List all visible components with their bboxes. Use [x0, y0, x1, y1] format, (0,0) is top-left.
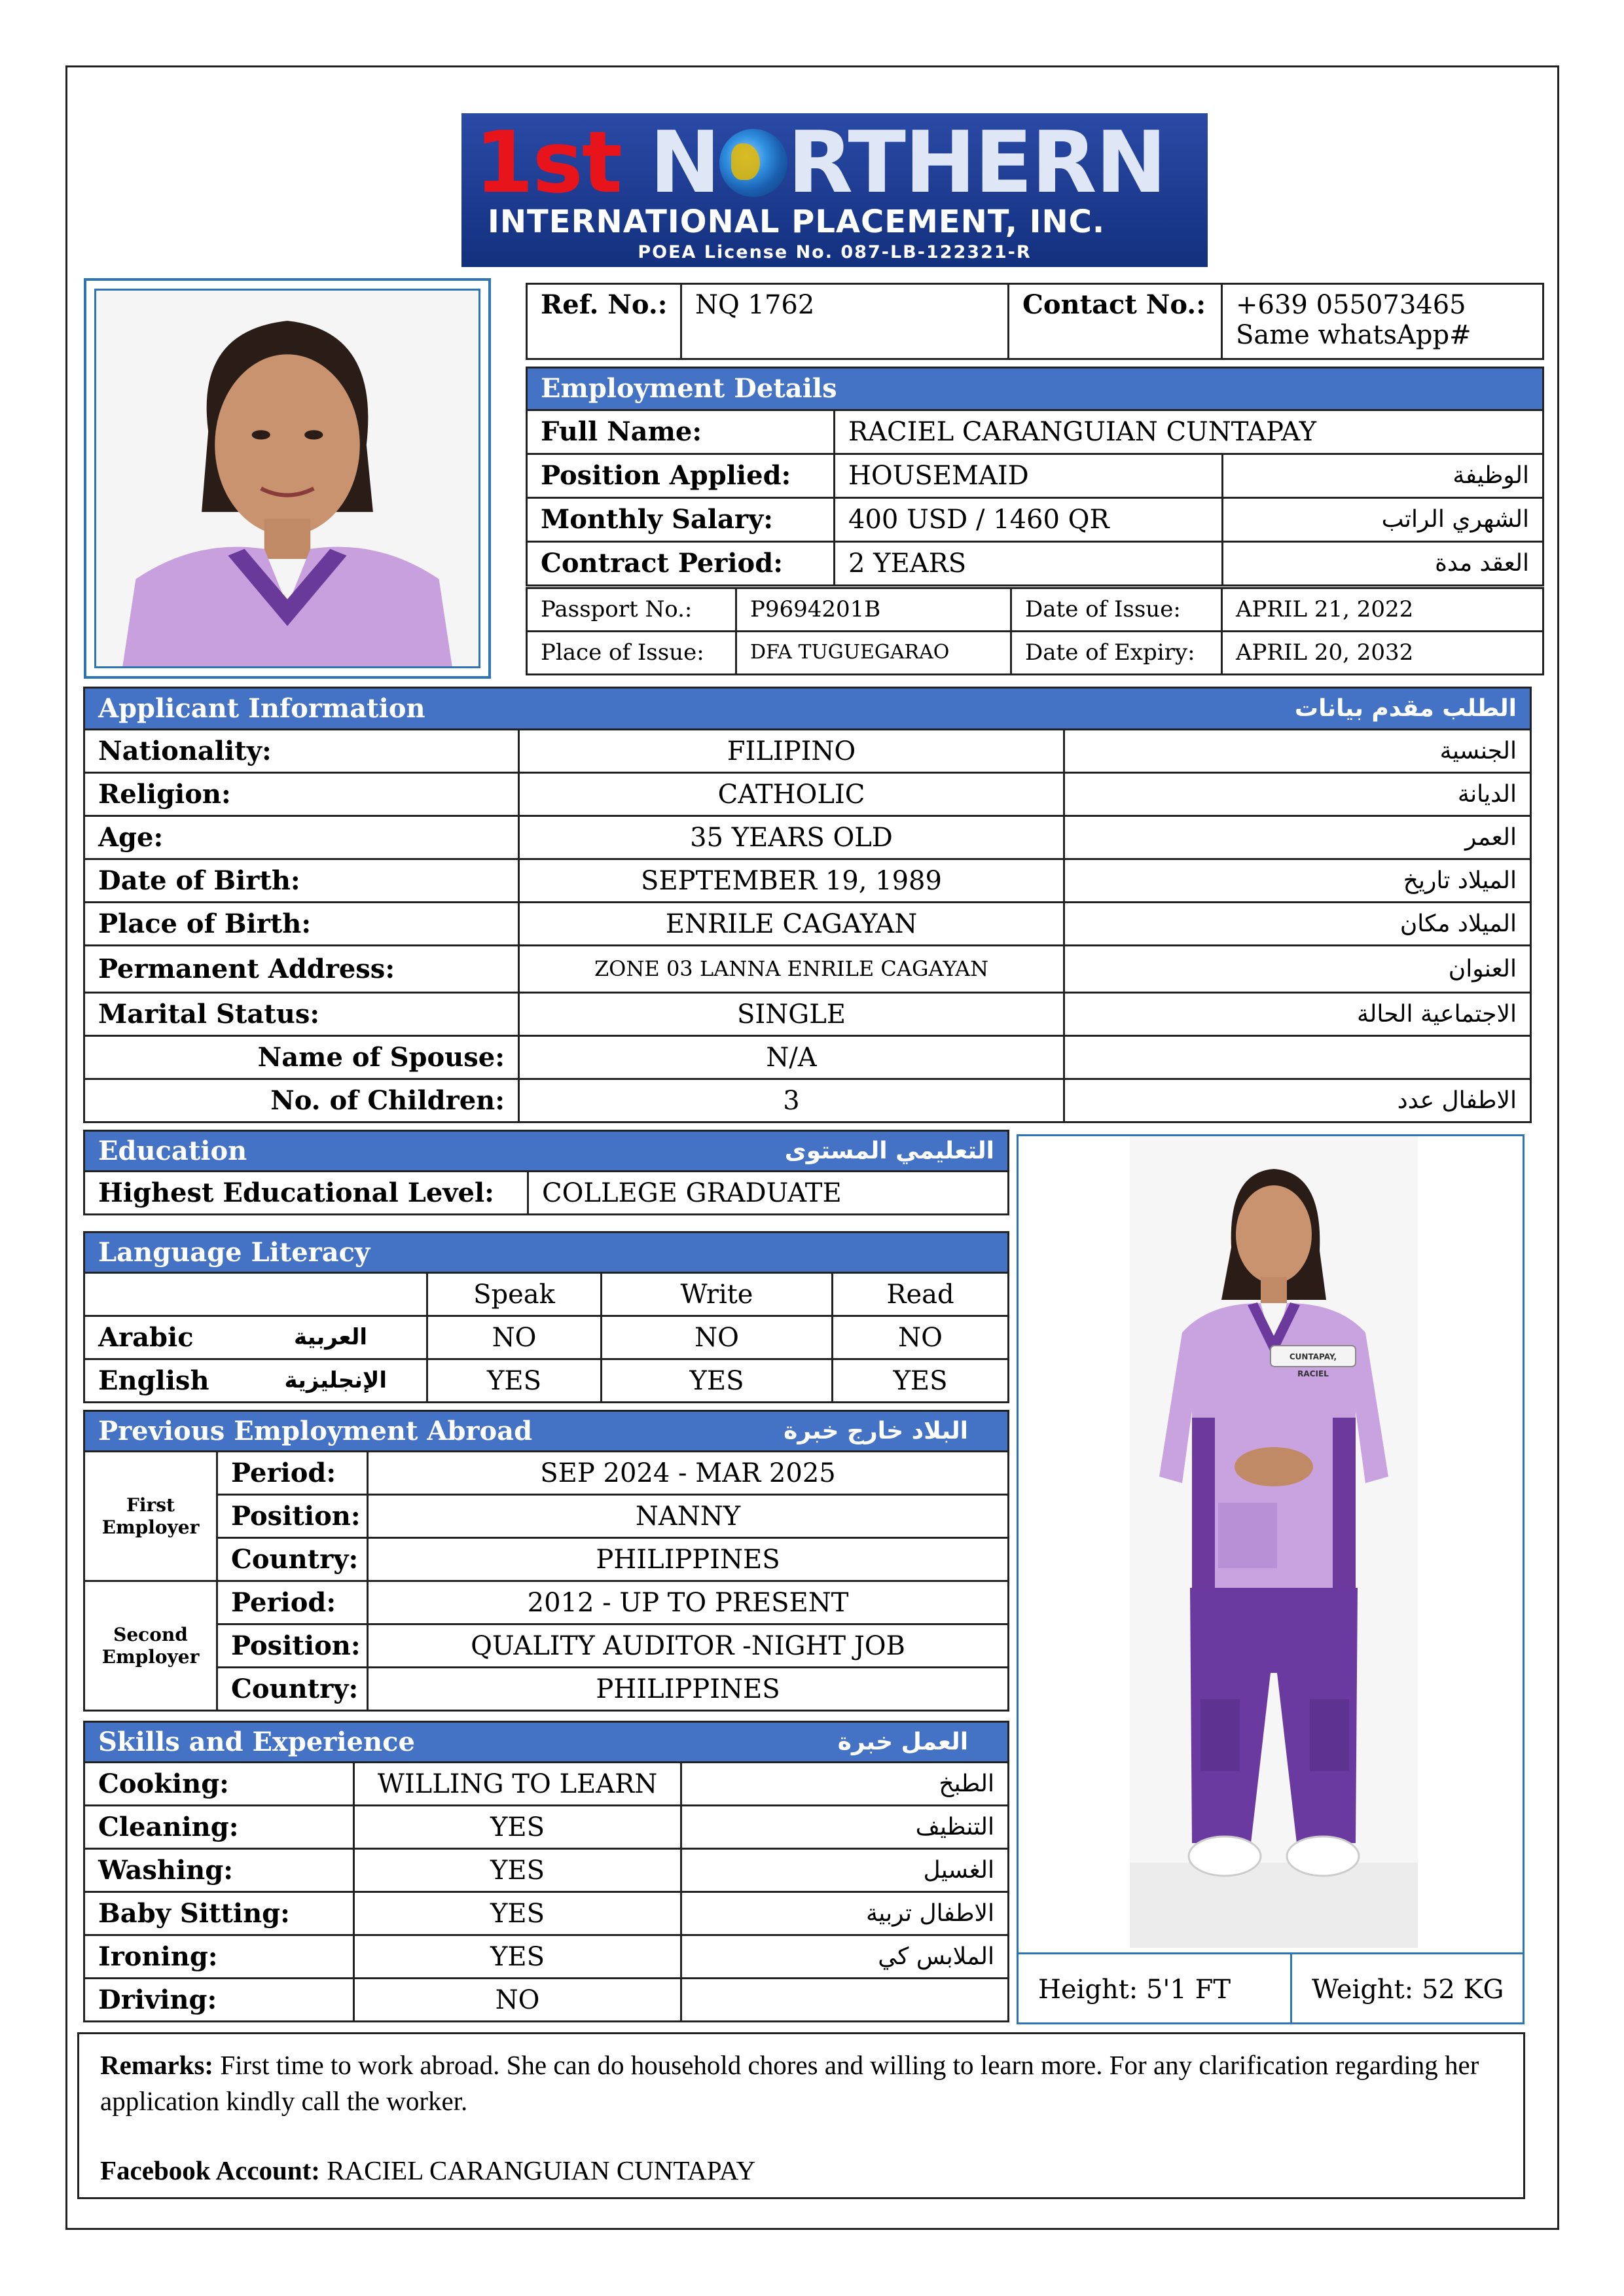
language-name: English: [98, 1365, 209, 1396]
skill-value: YES: [354, 1849, 681, 1892]
height-value: Height: 5'1 FT: [1019, 1954, 1292, 2024]
remarks-text: First time to work abroad. She can do household chores and willing to learn more. For any clarification regarding her application kindly call the worker.: [100, 2050, 1479, 2117]
language-value: YES: [602, 1359, 833, 1403]
education-table: [83, 1130, 1009, 1215]
applicant-label: Date of Birth:: [84, 859, 519, 903]
employer-field-label: Position:: [217, 1624, 368, 1668]
skill-value: NO: [354, 1979, 681, 2022]
skill-value: YES: [354, 1806, 681, 1849]
employment-details-table: [526, 367, 1544, 586]
reference-table: [526, 283, 1544, 360]
name-tag: CUNTAPAY, RACIEL: [1289, 1352, 1337, 1378]
skills-title-arabic: العمل خبرة: [837, 1728, 969, 1755]
language-value: NO: [427, 1316, 602, 1359]
skills-header: [84, 1722, 1009, 1763]
employment-label: Full Name:: [527, 410, 835, 454]
applicant-arabic: الاجتماعية الحالة: [1064, 993, 1531, 1036]
full-body-photo: [1130, 1136, 1418, 1948]
issue-place-label: Place of Issue:: [527, 632, 736, 675]
language-english-cell: [84, 1359, 427, 1403]
skill-label: Driving:: [84, 1979, 354, 2022]
weight-value: Weight: 52 KG: [1312, 1974, 1504, 2005]
applicant-label: Permanent Address:: [84, 946, 519, 993]
applicant-arabic: العمر: [1064, 816, 1531, 859]
employer-field-value: QUALITY AUDITOR -NIGHT JOB: [368, 1624, 1009, 1668]
full-body-photo-frame: [1017, 1134, 1525, 2024]
skill-arabic: الغسيل: [681, 1849, 1009, 1892]
logo-license-line: POEA License No. 087-LB-122321-R: [638, 242, 1032, 262]
skill-value: WILLING TO LEARN: [354, 1763, 681, 1806]
facebook-label: Facebook Account:: [100, 2155, 320, 2185]
headshot-photo-frame: [84, 278, 491, 679]
applicant-arabic: [1064, 1036, 1531, 1079]
language-literacy-table: [83, 1231, 1009, 1403]
education-header: [84, 1131, 1009, 1172]
contact-note: Same whatsApp#: [1236, 320, 1471, 350]
applicant-information-table: [83, 687, 1532, 1123]
language-corner-cell: [84, 1273, 427, 1316]
expiry-date-value: APRIL 20, 2032: [1222, 632, 1543, 675]
skill-arabic: الملابس كي: [681, 1935, 1009, 1979]
education-label: Highest Educational Level:: [84, 1172, 528, 1215]
education-title-arabic: التعليمي المستوى: [784, 1137, 994, 1164]
applicant-arabic: الميلاد مكان: [1064, 903, 1531, 946]
previous-employment-title: Previous Employment Abroad: [98, 1415, 533, 1446]
employment-arabic: الشهري الراتب: [1223, 498, 1543, 542]
skill-value: YES: [354, 1892, 681, 1935]
skill-label: Baby Sitting:: [84, 1892, 354, 1935]
first-employer-label: First Employer: [84, 1452, 217, 1581]
employment-label: Position Applied:: [527, 454, 835, 498]
skills-title: Skills and Experience: [98, 1726, 415, 1757]
applicant-title-arabic: الطلب مقدم بيانات: [1294, 694, 1517, 722]
employer-field-label: Period:: [217, 1581, 368, 1624]
employment-value: 2 YEARS: [835, 542, 1223, 586]
employment-details-header: Employment Details: [527, 368, 1543, 410]
language-arabic-cell: [84, 1316, 427, 1359]
skill-label: Cleaning:: [84, 1806, 354, 1849]
employment-arabic: الوظيفة: [1223, 454, 1543, 498]
contact-value: +639 055073465: [1236, 290, 1466, 320]
issue-date-label: Date of Issue:: [1011, 588, 1222, 632]
company-logo: [461, 113, 1208, 267]
applicant-value: SEPTEMBER 19, 1989: [519, 859, 1064, 903]
passport-no-value: P9694201B: [736, 588, 1011, 632]
logo-company-line: INTERNATIONAL PLACEMENT, INC.: [488, 204, 1106, 240]
language-header: Language Literacy: [84, 1232, 1009, 1273]
previous-employment-header: [84, 1411, 1009, 1452]
employment-value: 400 USD / 1460 QR: [835, 498, 1223, 542]
employer-field-value: PHILIPPINES: [368, 1538, 1009, 1581]
applicant-arabic: العنوان: [1064, 946, 1531, 993]
remarks-paragraph: [100, 2047, 1502, 2120]
skill-label: Cooking:: [84, 1763, 354, 1806]
language-col-read: Read: [833, 1273, 1009, 1316]
employer-field-label: Country:: [217, 1538, 368, 1581]
applicant-value: FILIPINO: [519, 730, 1064, 773]
previous-employment-table: [83, 1410, 1009, 1712]
applicant-label: Place of Birth:: [84, 903, 519, 946]
ref-value: NQ 1762: [681, 284, 1009, 359]
applicant-value: 35 YEARS OLD: [519, 816, 1064, 859]
skill-arabic: [681, 1979, 1009, 2022]
education-value: COLLEGE GRADUATE: [528, 1172, 1009, 1215]
skill-value: YES: [354, 1935, 681, 1979]
previous-employment-title-arabic: البلاد خارج خبرة: [784, 1417, 969, 1444]
applicant-arabic: الديانة: [1064, 773, 1531, 816]
passport-no-label: Passport No.:: [527, 588, 736, 632]
skills-table: [83, 1721, 1009, 2022]
second-employer-label: Second Employer: [84, 1581, 217, 1711]
employer-field-label: Period:: [217, 1452, 368, 1495]
applicant-label: Religion:: [84, 773, 519, 816]
facebook-value: RACIEL CARANGUIAN CUNTAPAY: [327, 2155, 756, 2185]
applicant-label: Nationality:: [84, 730, 519, 773]
skill-arabic: الطبخ: [681, 1763, 1009, 1806]
applicant-value: SINGLE: [519, 993, 1064, 1036]
language-name: Arabic: [98, 1321, 194, 1353]
applicant-value: ZONE 03 LANNA ENRILE CAGAYAN: [519, 946, 1064, 993]
employer-field-value: SEP 2024 - MAR 2025: [368, 1452, 1009, 1495]
applicant-label: Marital Status:: [84, 993, 519, 1036]
skill-label: Washing:: [84, 1849, 354, 1892]
applicant-value: 3: [519, 1079, 1064, 1122]
body-measurements: [1019, 1952, 1523, 2024]
employer-field-value: NANNY: [368, 1495, 1009, 1538]
education-title: Education: [98, 1135, 247, 1166]
contact-label: Contact No.:: [1009, 284, 1222, 359]
employment-label: Monthly Salary:: [527, 498, 835, 542]
language-value: NO: [602, 1316, 833, 1359]
language-value: YES: [427, 1359, 602, 1403]
applicant-value: ENRILE CAGAYAN: [519, 903, 1064, 946]
globe-icon: [719, 129, 787, 197]
applicant-arabic: الميلاد تاريخ: [1064, 859, 1531, 903]
language-name-arabic: الإنجليزية: [284, 1367, 387, 1393]
applicant-value: N/A: [519, 1036, 1064, 1079]
employer-field-value: 2012 - UP TO PRESENT: [368, 1581, 1009, 1624]
issue-place-value: DFA TUGUEGARAO: [736, 632, 1011, 675]
expiry-date-label: Date of Expiry:: [1011, 632, 1222, 675]
applicant-information-header: [84, 688, 1531, 730]
language-value: NO: [833, 1316, 1009, 1359]
skill-arabic: التنظيف: [681, 1806, 1009, 1849]
headshot-photo: [94, 289, 480, 668]
employment-value: HOUSEMAID: [835, 454, 1223, 498]
language-name-arabic: العربية: [293, 1323, 367, 1350]
applicant-label: Age:: [84, 816, 519, 859]
language-col-speak: Speak: [427, 1273, 602, 1316]
employer-field-label: Position:: [217, 1495, 368, 1538]
employment-value: RACIEL CARANGUIAN CUNTAPAY: [835, 410, 1543, 454]
applicant-value: CATHOLIC: [519, 773, 1064, 816]
employer-field-label: Country:: [217, 1668, 368, 1711]
applicant-label: No. of Children:: [84, 1079, 519, 1122]
remarks-label: Remarks:: [100, 2050, 214, 2080]
logo-wordmark: 1st N RTHERN: [475, 113, 1166, 212]
employer-field-value: PHILIPPINES: [368, 1668, 1009, 1711]
contact-cell: [1222, 284, 1543, 359]
applicant-arabic: الاطفال عدد: [1064, 1079, 1531, 1122]
language-value: YES: [833, 1359, 1009, 1403]
passport-table: [526, 587, 1544, 675]
applicant-title: Applicant Information: [98, 692, 425, 724]
applicant-label: Name of Spouse:: [84, 1036, 519, 1079]
employment-label: Contract Period:: [527, 542, 835, 586]
ref-label: Ref. No.:: [527, 284, 681, 359]
applicant-arabic: الجنسية: [1064, 730, 1531, 773]
remarks-box: [77, 2032, 1525, 2199]
facebook-line: [100, 2153, 1502, 2189]
issue-date-value: APRIL 21, 2022: [1222, 588, 1543, 632]
employment-arabic: العقد مدة: [1223, 542, 1543, 586]
language-col-write: Write: [602, 1273, 833, 1316]
skill-label: Ironing:: [84, 1935, 354, 1979]
skill-arabic: الاطفال تربية: [681, 1892, 1009, 1935]
